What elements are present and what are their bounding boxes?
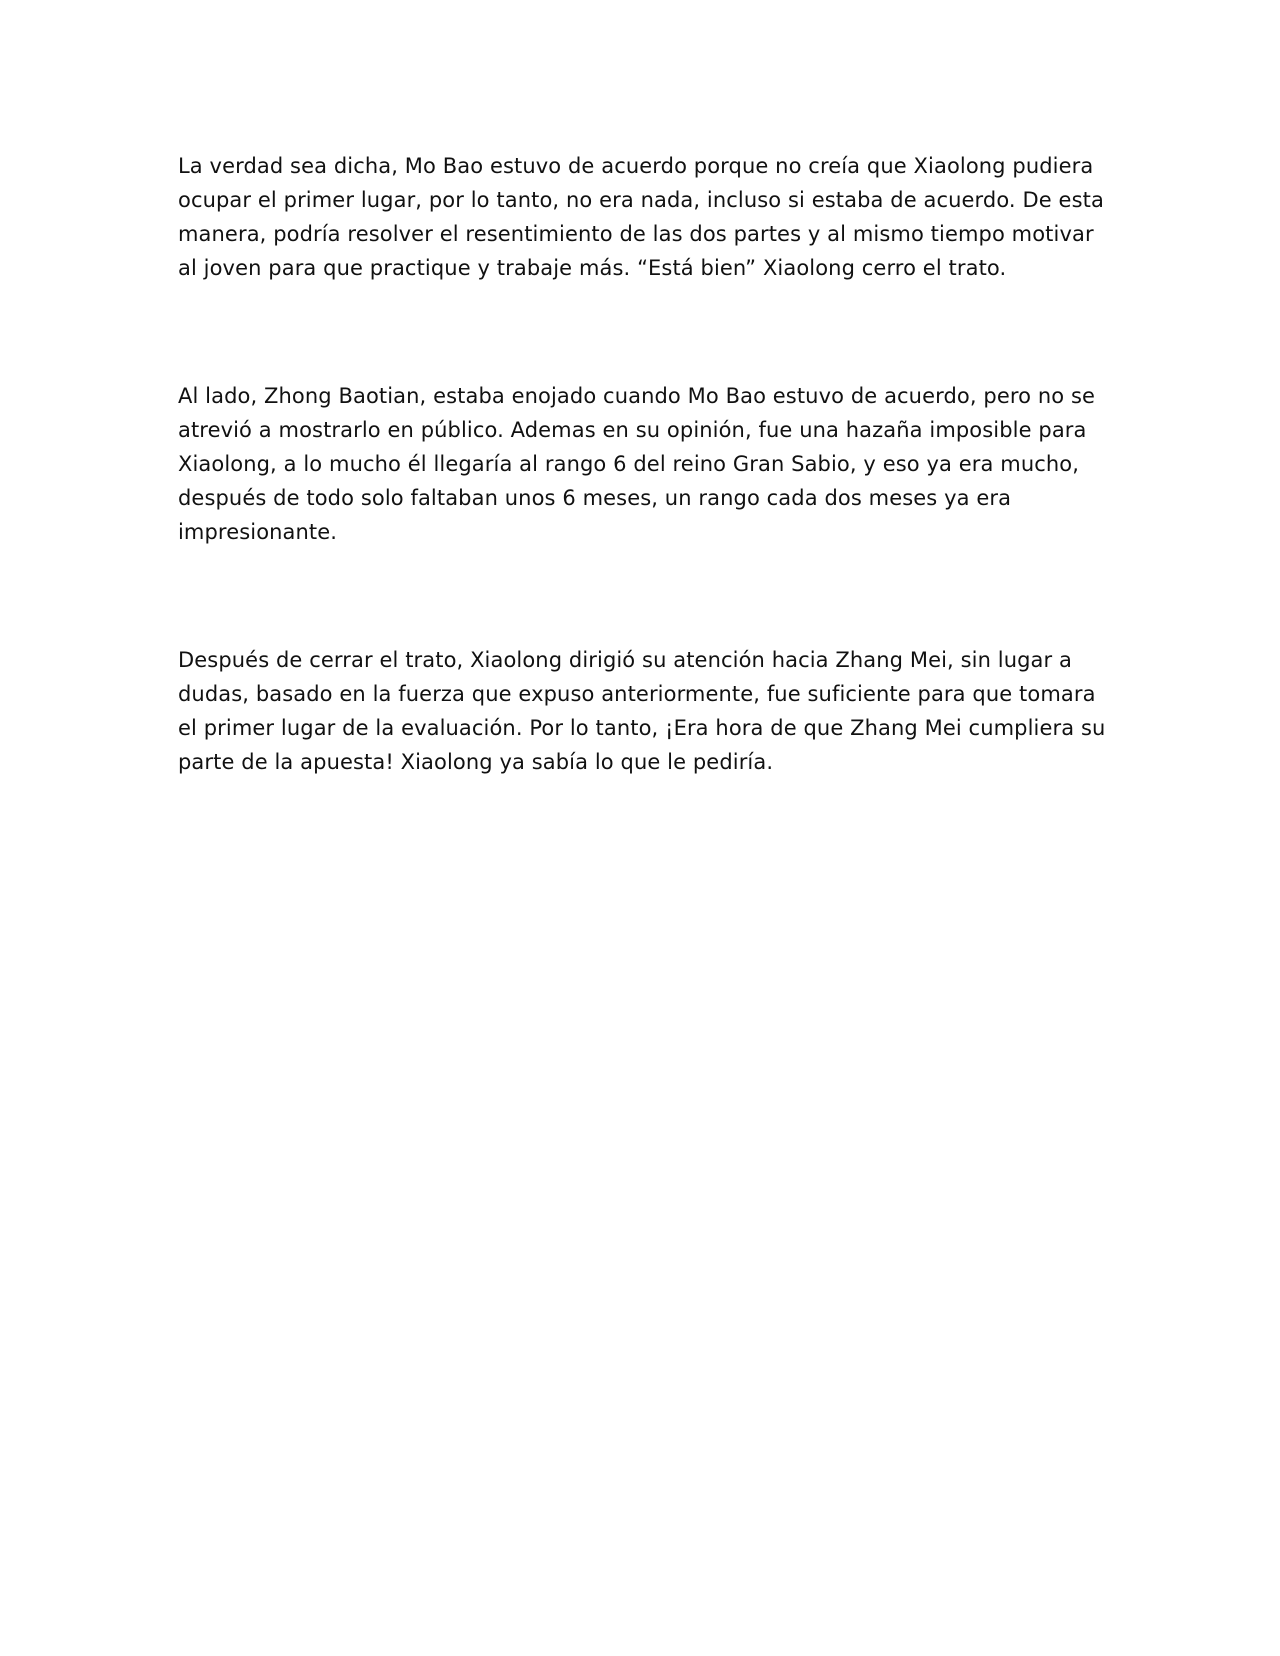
paragraph-line: parte de la apuesta! Xiaolong ya sabía lo que le pediría.	[178, 750, 774, 774]
paragraph-line: manera, podría resolver el resentimiento de las dos partes y al mismo tiempo motivar	[178, 222, 1094, 246]
paragraph-line: después de todo solo faltaban unos 6 meses, un rango cada dos meses ya era	[178, 486, 1012, 510]
paragraph-line: dudas, basado en la fuerza que expuso anteriormente, fue suficiente para que tomara	[178, 682, 1096, 706]
paragraph-line: atrevió a mostrarlo en público. Ademas en su opinión, fue una hazaña imposible para	[178, 418, 1087, 442]
paragraph-line: Xiaolong, a lo mucho él llegaría al rango 6 del reino Gran Sabio, y eso ya era mucho,	[178, 452, 1080, 476]
paragraph-line: al joven para que practique y trabaje más. “Está bien” Xiaolong cerro el trato.	[178, 256, 1007, 280]
paragraph-3	[178, 643, 1118, 779]
paragraph-line: impresionante.	[178, 520, 338, 544]
paragraph-1	[178, 149, 1118, 285]
paragraph-line: La verdad sea dicha, Mo Bao estuvo de acuerdo porque no creía que Xiaolong pudiera	[178, 154, 1094, 178]
paragraph-line: ocupar el primer lugar, por lo tanto, no era nada, incluso si estaba de acuerdo. De esta	[178, 188, 1104, 212]
paragraph-line: el primer lugar de la evaluación. Por lo tanto, ¡Era hora de que Zhang Mei cumpliera su	[178, 716, 1106, 740]
paragraph-line: Después de cerrar el trato, Xiaolong dirigió su atención hacia Zhang Mei, sin lugar a	[178, 648, 1072, 672]
paragraph-line: Al lado, Zhong Baotian, estaba enojado cuando Mo Bao estuvo de acuerdo, pero no se	[178, 384, 1096, 408]
paragraph-2	[178, 379, 1118, 549]
